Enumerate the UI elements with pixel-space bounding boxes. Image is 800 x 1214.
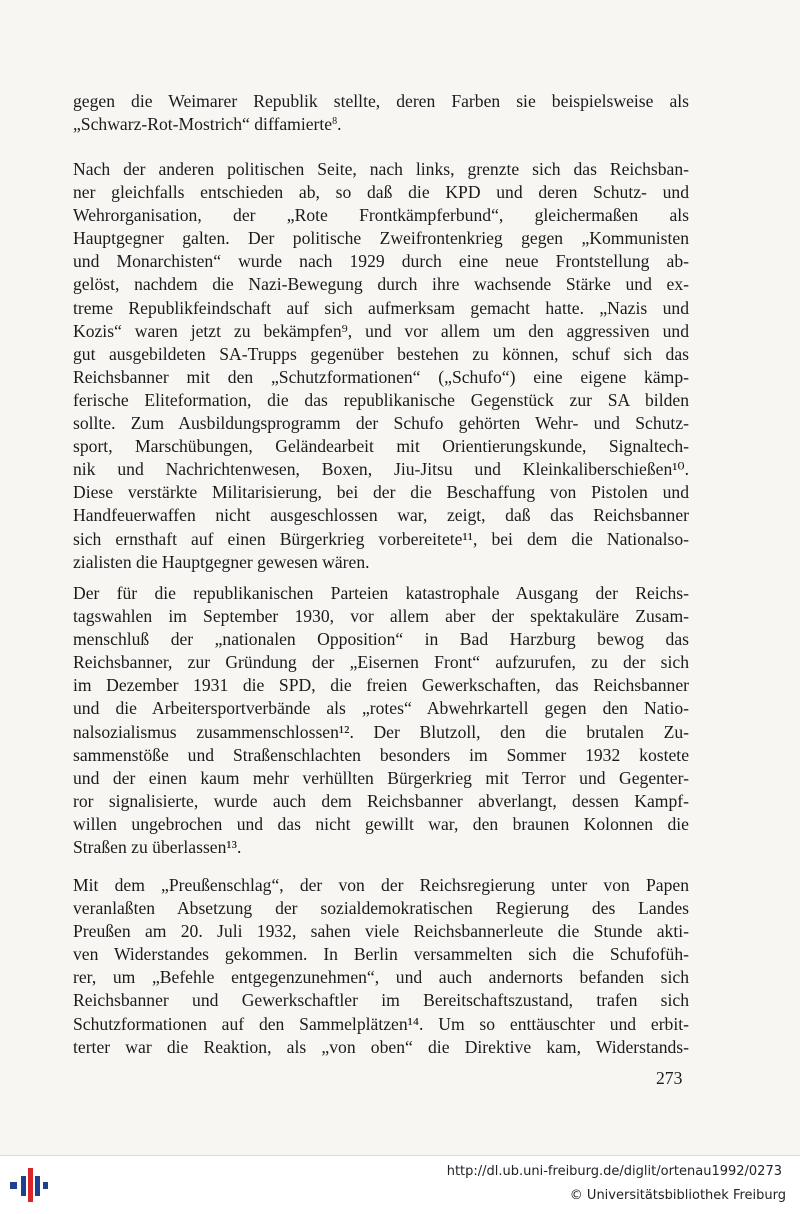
text-line: sollte. Zum Ausbildungsprogramm der Schufo gehörten Wehr- und Schutz- [73,413,689,434]
text-line: Preußen am 20. Juli 1932, sahen viele Reichsbannerleute die Stunde akti- [73,921,689,942]
text-line: zialisten die Hauptgegner gewesen wären. [73,551,370,572]
text-line: ner gleichfalls entschieden ab, so daß die KPD und deren Schutz- und [73,182,689,203]
footer-url-link[interactable]: http://dl.ub.uni-freiburg.de/diglit/ortenau1992/0273 [446,1164,782,1179]
text-line: ven Widerstandes gekommen. In Berlin versammelten sich die Schufofüh- [73,944,689,965]
paragraph-4 [73,874,689,1059]
text-line: ror signalisierte, wurde auch dem Reichsbanner abverlangt, dessen Kampf- [73,790,689,811]
text-line: Reichsbanner und Gewerkschaftler im Bereitschaftszustand, trafen sich [73,990,689,1011]
paragraph-3 [73,582,689,859]
text-line: gelöst, nachdem die Nazi-Bewegung durch ihre wachsende Stärke und ex- [73,274,689,295]
text-line: gegen die Weimarer Republik stellte, deren Farben sie beispielsweise als [73,91,689,111]
text-line: sport, Marschübungen, Geländearbeit mit Orientierungskunde, Signaltech- [73,436,689,457]
paragraph-1 [73,90,689,136]
text-line: im Dezember 1931 die SPD, die freien Gewerkschaften, das Reichsbanner [73,675,689,696]
text-line: tagswahlen im September 1930, vor allem aber der spektakuläre Zusam- [73,606,689,627]
text-line: Straßen zu überlassen¹³. [73,837,242,858]
text-line: menschluß der „nationalen Opposition“ in Bad Harzburg bewog das [73,629,689,650]
text-line: treme Republikfeindschaft auf sich aufmerksam gemacht hatte. „Nazis und [73,297,689,318]
footer-bar [0,1155,800,1214]
footer-copyright: © Universitätsbibliothek Freiburg [569,1188,786,1203]
text-line: und die Arbeitersportverbände als „rotes“ Abwehrkartell gegen den Natio- [73,698,689,719]
text-line: nik und Nachrichtenwesen, Boxen, Jiu-Jitsu und Kleinkaliberschießen¹⁰. [73,459,689,480]
text-line-content: „Schwarz-Rot-Mostrich“ diffamierte [73,114,333,135]
text-line: Reichsbanner, zur Gründung der „Eisernen Front“ aufzurufen, zu der sich [73,652,689,673]
text-line: Hauptgegner galten. Der politische Zweifrontenkrieg gegen „Kommunisten [73,228,689,249]
text-line: Kozis“ waren jetzt zu bekämpfen⁹, und vor allem um den aggressiven und [73,320,689,341]
footnote-ref: 8 [332,116,338,128]
text-line: Handfeuerwaffen nicht ausgeschlossen war, zeigt, daß das Reichsbanner [73,505,689,526]
text-line: sammenstöße und Straßenschlachten besonders im Sommer 1932 kostete [73,744,689,765]
page-number: 273 [656,1068,683,1088]
text-line: rer, um „Befehle entgegenzunehmen“, und auch andernorts befanden sich [73,967,689,988]
text-line-tail: . [337,114,342,135]
text-line: und Monarchisten“ wurde nach 1929 durch eine neue Frontstellung ab- [73,251,689,272]
text-line: und der einen kaum mehr verhüllten Bürgerkrieg mit Terror und Gegenter- [73,767,689,788]
text-line: ferische Eliteformation, die das republikanische Gegenstück zur SA bilden [73,389,689,410]
text-line: willen ungebrochen und das nicht gewillt war, den braunen Kolonnen die [73,813,689,834]
text-line [73,113,689,136]
text-line: sich ernsthaft auf einen Bürgerkrieg vorbereitete¹¹, bei dem die Nationalso- [73,528,689,549]
text-line: terter war die Reaktion, als „von oben“ die Direktive kam, Widerstands- [73,1036,689,1057]
text-line: Der für die republikanischen Parteien katastrophale Ausgang der Reichs- [73,583,689,603]
paragraph-2 [73,158,689,574]
ub-freiburg-logo-icon[interactable] [8,1166,50,1204]
text-line: Schutzformationen auf den Sammelplätzen¹⁴. Um so enttäuschter und erbit- [73,1013,689,1034]
text-line: gut ausgebildeten SA-Trupps gegenüber bestehen zu können, schuf sich das [73,343,689,364]
text-line: Diese verstärkte Militarisierung, bei der die Beschaffung von Pistolen und [73,482,689,503]
text-line: Nach der anderen politischen Seite, nach links, grenzte sich das Reichsban- [73,159,689,179]
text-line: veranlaßten Absetzung der sozialdemokratischen Regierung des Landes [73,898,689,919]
text-line: nalsozialismus zusammenschlossen¹². Der Blutzoll, den die brutalen Zu- [73,721,689,742]
text-line: Mit dem „Preußenschlag“, der von der Reichsregierung unter von Papen [73,875,689,895]
text-line: Reichsbanner mit den „Schutzformationen“ („Schufo“) eine eigene kämp- [73,366,689,387]
text-line: Wehrorganisation, der „Rote Frontkämpferbund“, gleichermaßen als [73,205,689,226]
